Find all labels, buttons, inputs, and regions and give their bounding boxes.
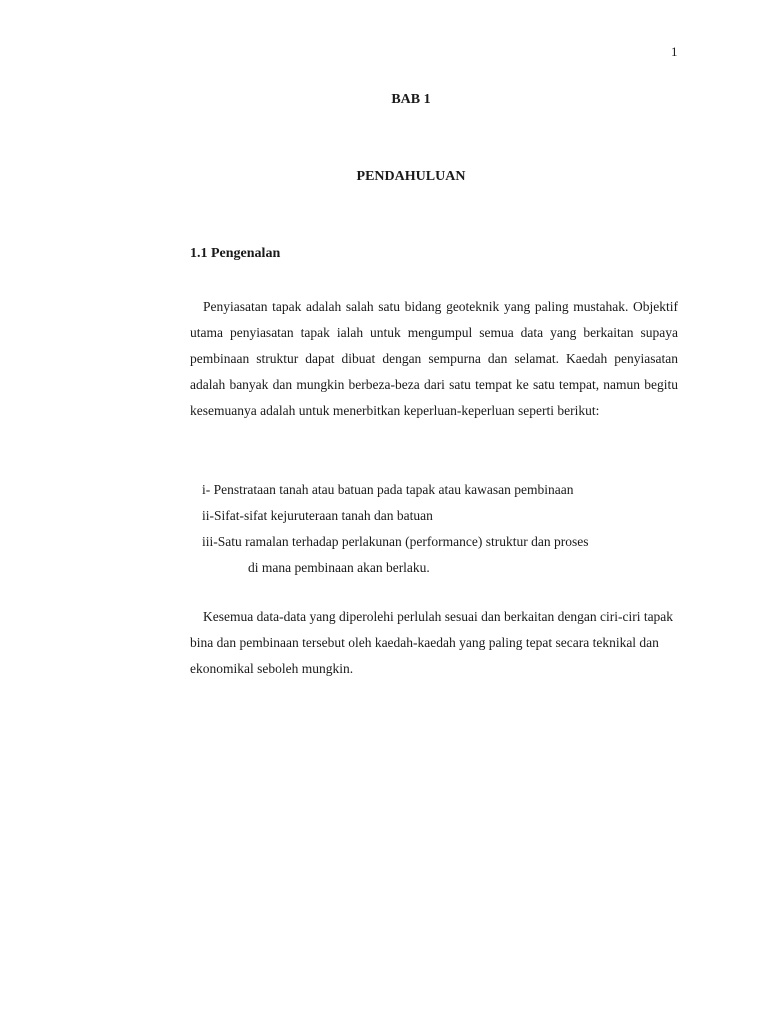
requirements-list bbox=[202, 477, 588, 581]
intro-paragraph bbox=[190, 294, 678, 424]
section-heading: 1.1 Pengenalan bbox=[190, 246, 281, 261]
list-item: i- Penstrataan tanah atau batuan pada tapak atau kawasan pembinaan bbox=[202, 482, 574, 497]
closing-paragraph bbox=[190, 604, 678, 682]
list-item: ii-Sifat-sifat kejuruteraan tanah dan batuan bbox=[202, 508, 433, 523]
intro-paragraph-text: Penyiasatan tapak adalah salah satu bidang geoteknik yang paling mustahak. Objektif utama penyiasatan tapak ialah untuk mengumpul semua data yang berkaitan supaya pembinaan struktur dapat dibuat dengan sempurna dan selamat. Kaedah penyiasatan adalah banyak dan mungkin berbeza-beza dari satu tempat ke satu tempat, namun begitu kesemuanya adalah untuk menerbitkan keperluan-keperluan seperti berikut: bbox=[190, 299, 678, 418]
chapter-title: PENDAHULUAN bbox=[356, 169, 466, 184]
chapter-label: BAB 1 bbox=[391, 92, 431, 107]
list-item: iii-Satu ramalan terhadap perlakunan (performance) struktur dan proses bbox=[202, 534, 589, 549]
closing-paragraph-text: Kesemua data-data yang diperolehi perlulah sesuai dan berkaitan dengan ciri-ciri tapak bina dan pembinaan tersebut oleh kaedah-kaedah yang paling tepat secara teknikal dan ekonomikal seboleh mungkin. bbox=[190, 609, 674, 676]
page-number: 1 bbox=[671, 44, 678, 59]
list-item-continuation: di mana pembinaan akan berlaku. bbox=[248, 560, 430, 575]
